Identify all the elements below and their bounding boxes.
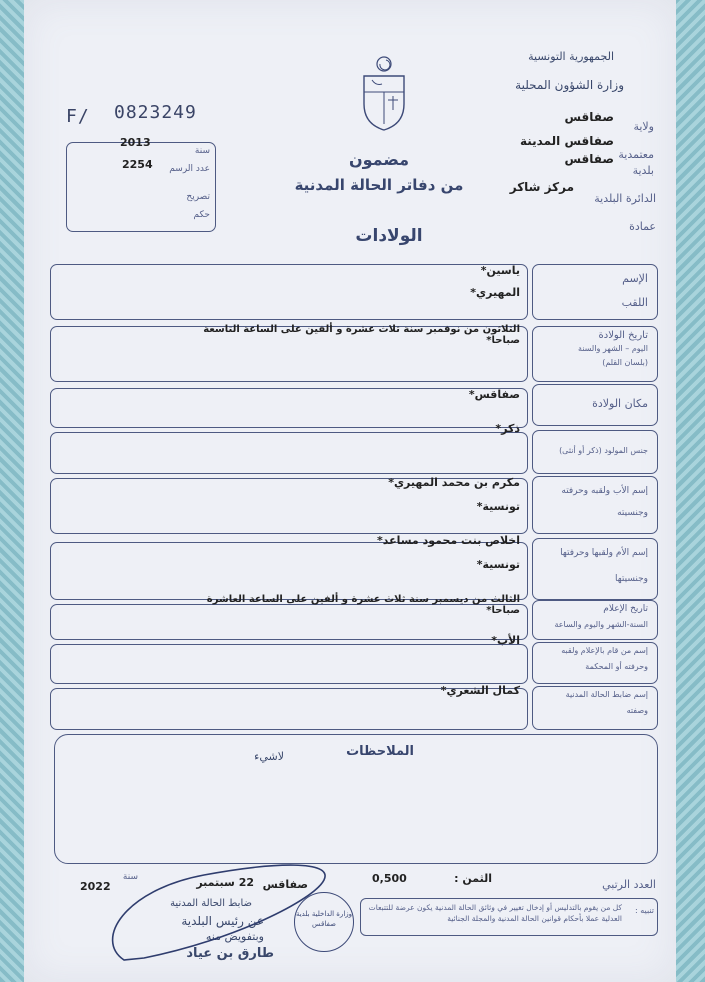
declarant-label: إسم من قام بالإعلام ولقبه bbox=[561, 646, 648, 655]
mother-value-box bbox=[50, 542, 528, 600]
delegation-label: معتمدية bbox=[618, 148, 654, 161]
signer-title: ضابط الحالة المدنية bbox=[170, 898, 252, 909]
mother-nationality-value: تونسية* bbox=[476, 558, 520, 571]
officer-sublabel: وصفته bbox=[626, 706, 648, 715]
price-value: 0,500 bbox=[372, 872, 407, 885]
declaration-label: تصريح bbox=[186, 192, 210, 202]
record-year-label: سنة bbox=[194, 146, 210, 156]
birth-date-sublabel: اليوم – الشهر والسنة bbox=[577, 344, 648, 353]
surname-label: اللقب bbox=[621, 296, 648, 309]
gender-value: ذكر* bbox=[495, 422, 520, 435]
district-value: مركز شاكر bbox=[509, 180, 574, 194]
ministry-label: وزارة الشؤون المحلية bbox=[515, 78, 624, 92]
signer-name: طارق بن عياد bbox=[186, 946, 274, 961]
birth-date-sublabel-2: (بلسان القلم) bbox=[602, 358, 648, 367]
birth-place-label: مكان الولادة bbox=[592, 397, 648, 410]
birth-place-value: صفاقس* bbox=[468, 388, 520, 401]
serial-prefix: F/ bbox=[66, 106, 90, 127]
births-title: الولادات bbox=[355, 226, 423, 246]
given-name-label: الإسم bbox=[622, 272, 648, 285]
surname-value: المهيري* bbox=[470, 286, 520, 299]
mother-value: اخلاص بنت محمود مساعد* bbox=[376, 534, 520, 547]
notice-label: تنبيه : bbox=[635, 906, 654, 915]
record-number-value: 2254 bbox=[122, 158, 153, 171]
father-value: مكرم بن محمد المهيري* bbox=[388, 476, 520, 489]
record-year-value: 2013 bbox=[120, 136, 151, 149]
judgment-label: حكم bbox=[193, 210, 210, 220]
right-decorative-border bbox=[671, 0, 705, 982]
officer-label: إسم ضابط الحالة المدنية bbox=[565, 690, 648, 699]
record-number-label: عدد الرسم bbox=[169, 164, 210, 174]
notice-text: كل من يقوم بالتدليس أو إدخال تغيير في وثائق الحالة المدنية يكون عرضة للتتبعات العدلية عملا بأحكام قوانين الحالة المدنية والمجلة الجنائية bbox=[368, 903, 622, 923]
issue-year-value: 2022 bbox=[80, 880, 111, 893]
issue-place: صفاقس bbox=[262, 878, 308, 891]
mother-nationality-label: وجنسيتها bbox=[615, 574, 648, 584]
birth-date-value: الثلاثون من نوفمبر سنة ثلاث عشرة و ألفين على الساعة التاسعة صباحا* bbox=[203, 324, 520, 346]
birth-date-label: تاريخ الولادة bbox=[598, 330, 648, 341]
declaration-date-label: تاريخ الإعلام bbox=[603, 604, 648, 614]
official-stamp bbox=[294, 892, 354, 952]
mother-label: إسم الأم ولقبها وحرفتها bbox=[560, 548, 648, 558]
father-label-box bbox=[532, 476, 658, 534]
officer-value: كمال الشعري* bbox=[440, 684, 520, 697]
certificate-sheet bbox=[24, 0, 676, 982]
republic-label: الجمهورية التونسية bbox=[528, 50, 614, 63]
remarks-label: الملاحظات bbox=[346, 744, 414, 759]
issue-year-label: سنة bbox=[122, 872, 138, 882]
gender-label: جنس المولود (ذكر أو أنثى) bbox=[559, 446, 648, 455]
serial-number: 0823249 bbox=[114, 102, 197, 123]
signer-line-mayor: عن رئيس البلدية bbox=[181, 914, 264, 928]
stamp-text: وزارة الداخلية بلدية صفاقس bbox=[295, 910, 353, 928]
imada-label: عمادة bbox=[629, 220, 656, 233]
issue-day-month: 22 سبتمبر bbox=[196, 876, 254, 889]
municipality-label: بلدية bbox=[632, 164, 654, 177]
price-label: الثمن : bbox=[454, 872, 492, 885]
declarant-value: الأب* bbox=[491, 634, 520, 647]
declaration-date-sublabel: السنة-الشهر واليوم والساعة bbox=[554, 620, 648, 629]
serial-order-label: العدد الرتبي bbox=[602, 878, 656, 891]
signer-line-delegation: وبتفويض منه bbox=[205, 930, 264, 943]
gender-value-box bbox=[50, 432, 528, 474]
extract-title: مضمون bbox=[348, 150, 410, 169]
declarant-sublabel: وحرفته أو المحكمة bbox=[585, 662, 648, 671]
father-nationality-value: تونسية* bbox=[476, 500, 520, 513]
municipality-value: صفاقس bbox=[564, 152, 614, 166]
delegation-value: صفاقس المدينة bbox=[519, 134, 614, 148]
registers-title: من دفاتر الحالة المدنية bbox=[294, 176, 464, 194]
remarks-value: لاشيء bbox=[254, 750, 284, 763]
given-name-value: ياسين* bbox=[480, 264, 520, 277]
father-nationality-label: وجنسيته bbox=[617, 508, 648, 518]
district-label: الدائرة البلدية bbox=[594, 192, 656, 205]
declaration-date-value: الثالث من ديسمبر سنة ثلاث عشرة و ألفين على الساعة العاشرة صباحا* bbox=[206, 594, 520, 616]
coat-of-arms-emblem bbox=[360, 52, 408, 132]
governorate-label: ولاية bbox=[633, 120, 654, 133]
declarant-value-box bbox=[50, 644, 528, 684]
father-label: إسم الأب ولقبه وحرفته bbox=[561, 486, 648, 496]
governorate-value: صفاقس bbox=[564, 110, 614, 124]
